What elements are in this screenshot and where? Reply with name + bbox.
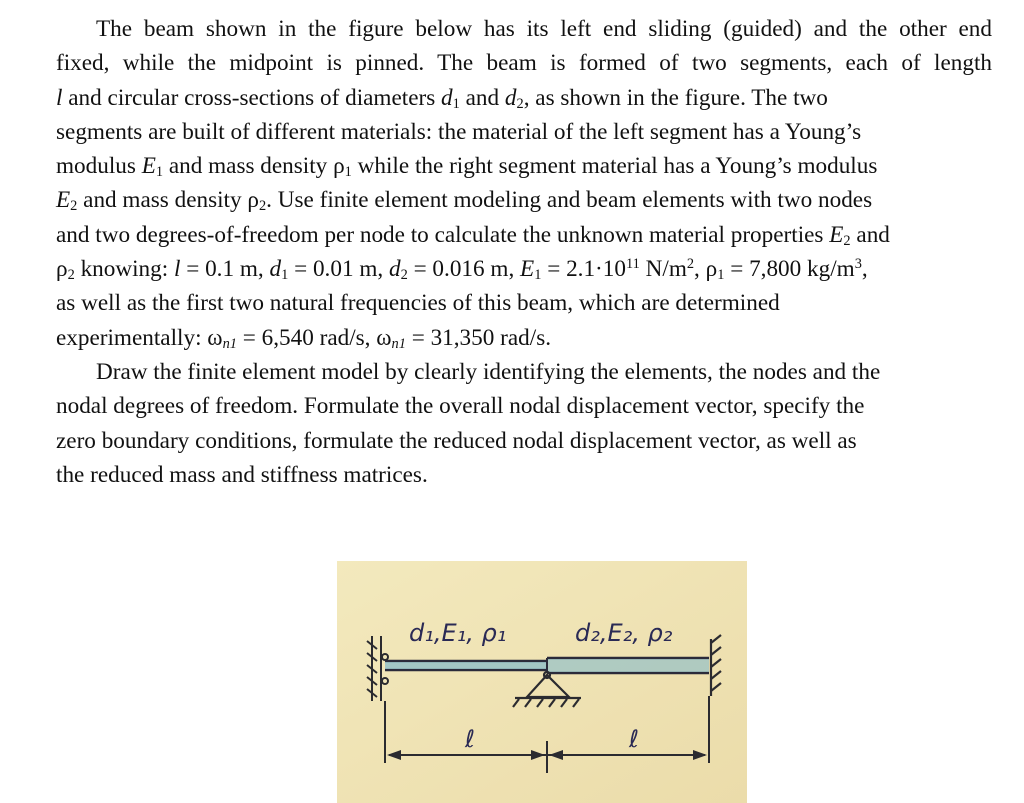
beam-segment-2 — [547, 658, 709, 673]
paragraph1-line2: fixed, while the midpoint is pinned. The beam is formed of two segments, each of length — [56, 50, 992, 77]
paragraph1-line6: $E_2$ and mass density $\rho_2$. Use finite element modeling and beam elements with two nodes — [56, 187, 873, 215]
paragraph1-line8: $\rho_2$ knowing: l = 0.1 m, $d_1 = 0.01$ m, $d_2 = 0.016$ m, $E_1 = 2.1\cdot 10^{11}$ $N/m^2$, $\rho_1 = 7,800$ $kg/m^3$, — [56, 256, 868, 284]
problem-statement — [56, 12, 992, 492]
beam-segment-1 — [385, 661, 547, 670]
paragraph2-line2: nodal degrees of freedom. Formulate the overall nodal displacement vector, specify the — [56, 393, 865, 420]
paragraph2-line3: zero boundary conditions, formulate the reduced nodal displacement vector, as well as — [56, 427, 857, 454]
paragraph1-line3: l and circular cross-sections of diameters $d_1$ and $d_2$, as shown in the figure. The two — [56, 84, 828, 112]
paragraph1-line10: experimentally: $\omega_{n1} = 6,540$ rad/s, $\omega_{n1} = 31,350$ rad/s. — [56, 324, 552, 352]
right-length-label: ℓ — [629, 725, 639, 753]
paragraph2-line1: Draw the finite element model by clearly identifying the elements, the nodes and the — [96, 358, 881, 385]
paragraph1-line7: and two degrees-of-freedom per node to calculate the unknown material properties $E_2$ and — [56, 221, 890, 249]
right-segment-label: d₂,E₂, ρ₂ — [575, 619, 673, 647]
paragraph1-line9: as well as the first two natural frequencies of this beam, which are determined — [56, 290, 780, 317]
beam-sketch — [337, 561, 747, 803]
paragraph2-line4: the reduced mass and stiffness matrices. — [56, 461, 428, 488]
left-segment-label: d₁,E₁, ρ₁ — [409, 619, 507, 647]
paragraph1-line1: The beam shown in the figure below has its left end sliding (guided) and the other end — [96, 16, 992, 42]
left-length-label: ℓ — [465, 725, 475, 753]
paragraph1-line5: modulus $E_1$ and mass density $\rho_1$ while the right segment material has a Young’s modulus — [56, 153, 878, 181]
beam-figure — [337, 561, 747, 803]
paragraph1-line4: segments are built of different materials: the material of the left segment has a Young’s — [56, 118, 862, 145]
